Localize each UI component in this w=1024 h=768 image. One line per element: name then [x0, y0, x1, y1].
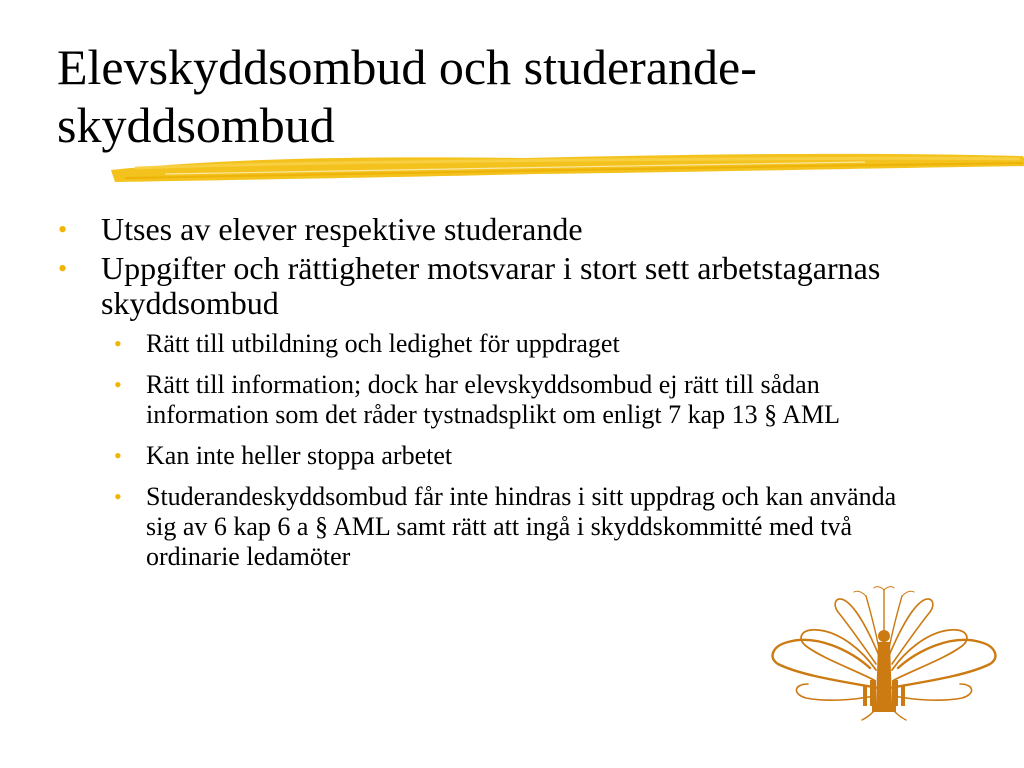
sub-bullet-item	[58, 441, 925, 471]
bullet-dot-icon: •	[114, 484, 122, 509]
sub-bullet-item	[58, 482, 925, 572]
bullet-item	[58, 212, 968, 247]
sub-bullet-text: Studerandeskyddsombud får inte hindras i sitt uppdrag och kan använda sig av 6 kap 6 a § AML samt rätt att ingå i skyddskommitté med två ordinarie ledamöter	[146, 482, 897, 571]
bullet-text: Uppgifter och rättigheter motsvarar i stort sett arbetstagarnas skyddsombud	[101, 250, 881, 321]
bullet-dot-icon: •	[114, 443, 122, 468]
sub-bullet-item	[58, 370, 925, 430]
sub-bullet-text: Rätt till information; dock har elevskyddsombud ej rätt till sådan information som det råder tystnadsplikt om enligt 7 kap 13 § AML	[146, 370, 840, 429]
bullet-item	[58, 251, 968, 572]
bullet-list	[58, 212, 968, 583]
bullet-text: Utses av elever respektive studerande	[101, 211, 583, 247]
sub-bullet-text: Rätt till utbildning och ledighet för uppdraget	[146, 329, 620, 358]
bullet-dot-icon: •	[58, 254, 68, 283]
sub-bullet-item	[58, 329, 925, 359]
sub-bullet-text: Kan inte heller stoppa arbetet	[146, 441, 453, 470]
bullet-dot-icon: •	[58, 215, 68, 244]
sub-bullet-list	[58, 329, 925, 572]
bullet-dot-icon: •	[114, 372, 122, 397]
tree-logo-icon	[766, 584, 1002, 724]
slide-title: Elevskyddsombud och studerande-skyddsombud	[57, 39, 757, 153]
bullet-dot-icon: •	[114, 331, 122, 356]
